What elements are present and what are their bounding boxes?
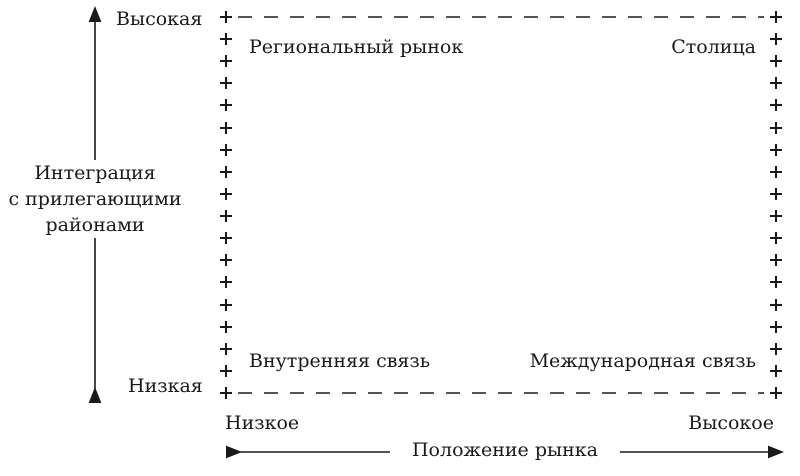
plus-mark [219,76,233,90]
quadrant-top-left-label: Региональный рынок [249,36,464,58]
plus-mark [219,275,233,289]
y-axis-label-line: Интеграция [34,162,156,184]
y-axis-high-label: Высокая [116,8,203,30]
plus-mark [219,98,233,112]
plus-mark [219,231,233,245]
y-axis-label [0,160,190,238]
plus-mark [219,143,233,157]
plus-mark [769,76,783,90]
plus-mark [769,121,783,135]
plus-mark [219,121,233,135]
plus-mark [219,364,233,378]
plus-mark [769,342,783,356]
plus-mark [219,165,233,179]
plus-mark [769,143,783,157]
plus-mark [769,98,783,112]
plus-mark [769,253,783,267]
x-axis-label: Положение рынка [390,438,620,462]
y-axis-label-line: районами [45,214,145,236]
y-axis-label-line: с прилегающими [8,188,182,210]
plus-mark [769,364,783,378]
plus-mark [219,209,233,223]
plus-mark [219,54,233,68]
quadrant-top-right-label: Столица [671,36,756,58]
plus-mark [769,32,783,46]
plus-mark [219,298,233,312]
plus-mark [769,275,783,289]
quadrant-bottom-left-label: Внутренняя связь [249,350,431,372]
plus-mark [219,342,233,356]
plus-mark [769,10,783,24]
plus-mark [219,253,233,267]
plus-mark [219,187,233,201]
plus-mark [769,298,783,312]
plus-mark [219,10,233,24]
x-axis-high-label: Высокое [688,412,774,434]
plus-mark [769,187,783,201]
plus-mark [769,209,783,223]
quadrant-bottom-right-label: Международная связь [529,350,756,372]
plus-mark [769,320,783,334]
y-axis-low-label: Низкая [128,375,203,397]
plus-mark [219,386,233,400]
plus-mark [769,231,783,245]
x-axis-low-label: Низкое [225,412,300,434]
plus-mark [769,54,783,68]
plus-mark [769,165,783,179]
plus-mark [219,32,233,46]
plus-mark [769,386,783,400]
plus-mark [219,320,233,334]
